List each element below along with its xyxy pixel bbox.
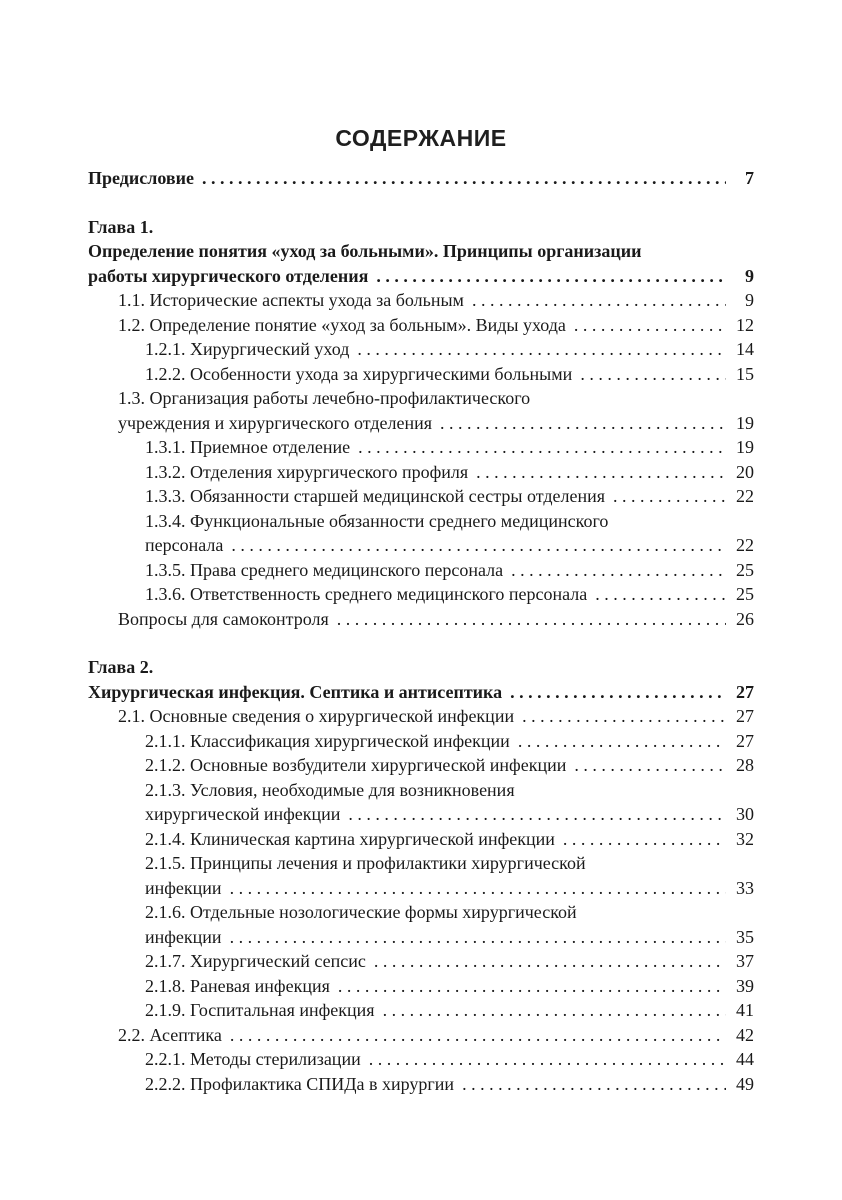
toc-entry-title: работы хирургического отделения xyxy=(88,265,369,286)
dot-leader xyxy=(580,362,726,387)
toc-entry-title: Предисловие xyxy=(88,168,194,188)
page-title: СОДЕРЖАНИЕ xyxy=(335,125,507,151)
toc-entry-title: 2.1.6. Отдельные нозологические формы хирургической xyxy=(145,902,577,922)
toc-page-number: 37 xyxy=(736,951,754,971)
toc-entry xyxy=(88,533,754,558)
toc-page-number: 32 xyxy=(736,828,754,849)
dot-leader xyxy=(440,411,726,436)
toc-entry xyxy=(88,949,754,974)
toc-entry xyxy=(88,680,754,705)
toc-entry xyxy=(88,460,754,485)
toc-entry xyxy=(88,411,754,436)
toc-entry xyxy=(88,900,754,925)
toc-entry xyxy=(88,655,754,680)
toc-entry xyxy=(88,998,754,1023)
dot-leader xyxy=(202,166,726,191)
toc-page-number: 49 xyxy=(736,1073,754,1094)
toc-entry-title: 1.2. Определение понятие «уход за больным». Виды ухода xyxy=(118,314,566,335)
dot-leader xyxy=(358,435,726,460)
dot-leader xyxy=(511,558,726,583)
toc-entry-title: 2.1.2. Основные возбудители хирургической инфекции xyxy=(145,755,567,775)
toc-entry xyxy=(88,215,754,240)
dot-leader xyxy=(376,264,726,289)
toc-page-number: 15 xyxy=(736,363,754,384)
toc-entry xyxy=(88,362,754,387)
toc-page-number: 22 xyxy=(736,486,754,506)
toc-entry xyxy=(88,607,754,632)
toc-entry xyxy=(88,851,754,876)
toc-page-number: 42 xyxy=(736,1024,754,1045)
toc-entry xyxy=(88,558,754,583)
toc-entry xyxy=(88,288,754,313)
dot-leader xyxy=(230,925,726,950)
toc-entry-title: 1.1. Исторические аспекты ухода за больным xyxy=(118,290,464,310)
section-spacer xyxy=(88,191,754,215)
toc-entry-title: 1.2.2. Особенности ухода за хирургическими больными xyxy=(145,363,573,384)
toc-page-number: 25 xyxy=(736,559,754,580)
toc-page-number: 26 xyxy=(736,608,754,629)
toc-entry-title: 2.1.9. Госпитальная инфекция xyxy=(145,1000,375,1020)
toc-entry-title: 1.3.3. Обязанности старшей медицинской сестры отделения xyxy=(145,486,605,506)
dot-leader xyxy=(563,827,726,852)
toc-page-number: 25 xyxy=(736,584,754,604)
toc-page-number: 19 xyxy=(736,412,754,433)
toc-entry-title: 2.1.4. Клиническая картина хирургической инфекции xyxy=(145,828,555,849)
toc-entry xyxy=(88,509,754,534)
toc-entry xyxy=(88,802,754,827)
toc-entry-title: 2.1.1. Классификация хирургической инфекции xyxy=(145,730,510,751)
dot-leader xyxy=(510,680,726,705)
dot-leader xyxy=(462,1072,726,1097)
toc-page-number: 27 xyxy=(736,681,754,702)
toc-page-number: 14 xyxy=(736,339,754,359)
toc-entry xyxy=(88,753,754,778)
dot-leader xyxy=(518,729,726,754)
toc-page-number: 28 xyxy=(736,755,754,775)
toc-entry-title: 2.1.5. Принципы лечения и профилактики хирургической xyxy=(145,853,586,873)
toc-entry-title: персонала xyxy=(145,535,224,555)
toc-entry-title: 1.2.1. Хирургический уход xyxy=(145,339,350,359)
toc-page-number: 30 xyxy=(736,804,754,824)
dot-leader xyxy=(574,313,726,338)
toc-entry-title: инфекции xyxy=(145,926,222,947)
toc-entry xyxy=(88,313,754,338)
toc-page-number: 19 xyxy=(736,437,754,457)
toc-page-number: 22 xyxy=(736,535,754,555)
toc-entry xyxy=(88,778,754,803)
toc-entry-title: инфекции xyxy=(145,877,222,898)
toc-page-number: 9 xyxy=(745,290,754,310)
toc-entry-title: 2.1.7. Хирургический сепсис xyxy=(145,951,366,971)
toc-page-number: 12 xyxy=(736,314,754,335)
dot-leader xyxy=(369,1047,726,1072)
toc-entry xyxy=(88,264,754,289)
toc-entry-title: 1.3.1. Приемное отделение xyxy=(145,437,351,457)
dot-leader xyxy=(357,337,726,362)
toc-entry-title: хирургической инфекции xyxy=(145,804,341,824)
toc-entry xyxy=(88,827,754,852)
toc-entry-title: 2.1. Основные сведения о хирургической инфекции xyxy=(118,706,515,726)
toc-entry-title: учреждения и хирургического отделения xyxy=(118,412,433,433)
toc-entry xyxy=(88,484,754,509)
toc-entry-title: 1.3.4. Функциональные обязанности среднего медицинского xyxy=(145,510,609,531)
toc-entry xyxy=(88,582,754,607)
dot-leader xyxy=(383,998,726,1023)
dot-leader xyxy=(574,753,726,778)
dot-leader xyxy=(338,974,726,999)
toc-page-number: 9 xyxy=(745,265,754,286)
toc-entry-title: 1.3. Организация работы лечебно-профилактического xyxy=(118,388,531,408)
dot-leader xyxy=(230,876,726,901)
toc-entry-title: Глава 2. xyxy=(88,657,154,677)
dot-leader xyxy=(476,460,726,485)
table-of-contents xyxy=(88,166,754,1096)
toc-page-number: 39 xyxy=(736,975,754,996)
toc-entry xyxy=(88,1047,754,1072)
toc-entry-title: 2.1.8. Раневая инфекция xyxy=(145,975,330,996)
toc-page-number: 27 xyxy=(736,730,754,751)
dot-leader xyxy=(348,802,726,827)
dot-leader xyxy=(230,1023,726,1048)
toc-page-number: 20 xyxy=(736,461,754,482)
toc-entry-title: 1.3.2. Отделения хирургического профиля xyxy=(145,461,469,482)
toc-entry-title: 2.2.1. Методы стерилизации xyxy=(145,1049,361,1069)
toc-entry-title: 2.2.2. Профилактика СПИДа в хирургии xyxy=(145,1073,455,1094)
dot-leader xyxy=(613,484,726,509)
toc-entry xyxy=(88,1072,754,1097)
toc-entry-title: 2.2. Асептика xyxy=(118,1024,222,1045)
toc-page-number: 44 xyxy=(736,1049,754,1069)
toc-page-number: 27 xyxy=(736,706,754,726)
toc-entry xyxy=(88,974,754,999)
toc-page-number: 7 xyxy=(745,168,754,188)
toc-entry-title: 1.3.6. Ответственность среднего медицинского персонала xyxy=(145,584,588,604)
dot-leader xyxy=(337,607,726,632)
toc-entry-title: 2.1.3. Условия, необходимые для возникновения xyxy=(145,779,515,800)
toc-entry-title: Хирургическая инфекция. Септика и антисептика xyxy=(88,681,503,702)
toc-page-number: 35 xyxy=(736,926,754,947)
toc-entry xyxy=(88,239,754,264)
toc-entry xyxy=(88,876,754,901)
section-spacer xyxy=(88,631,754,655)
toc-entry xyxy=(88,337,754,362)
toc-entry xyxy=(88,435,754,460)
toc-entry xyxy=(88,1023,754,1048)
toc-entry-title: Вопросы для самоконтроля xyxy=(118,608,329,629)
dot-leader xyxy=(522,704,726,729)
toc-entry-title: 1.3.5. Права среднего медицинского персонала xyxy=(145,559,504,580)
toc-entry xyxy=(88,925,754,950)
toc-entry xyxy=(88,704,754,729)
toc-entry xyxy=(88,729,754,754)
toc-page-number: 41 xyxy=(736,1000,754,1020)
dot-leader xyxy=(231,533,726,558)
dot-leader xyxy=(472,288,726,313)
toc-page-number: 33 xyxy=(736,877,754,898)
toc-entry xyxy=(88,386,754,411)
dot-leader xyxy=(595,582,726,607)
toc-entry xyxy=(88,166,754,191)
dot-leader xyxy=(374,949,726,974)
toc-entry-title: Глава 1. xyxy=(88,216,154,237)
toc-entry-title: Определение понятия «уход за больными». Принципы организации xyxy=(88,241,642,261)
